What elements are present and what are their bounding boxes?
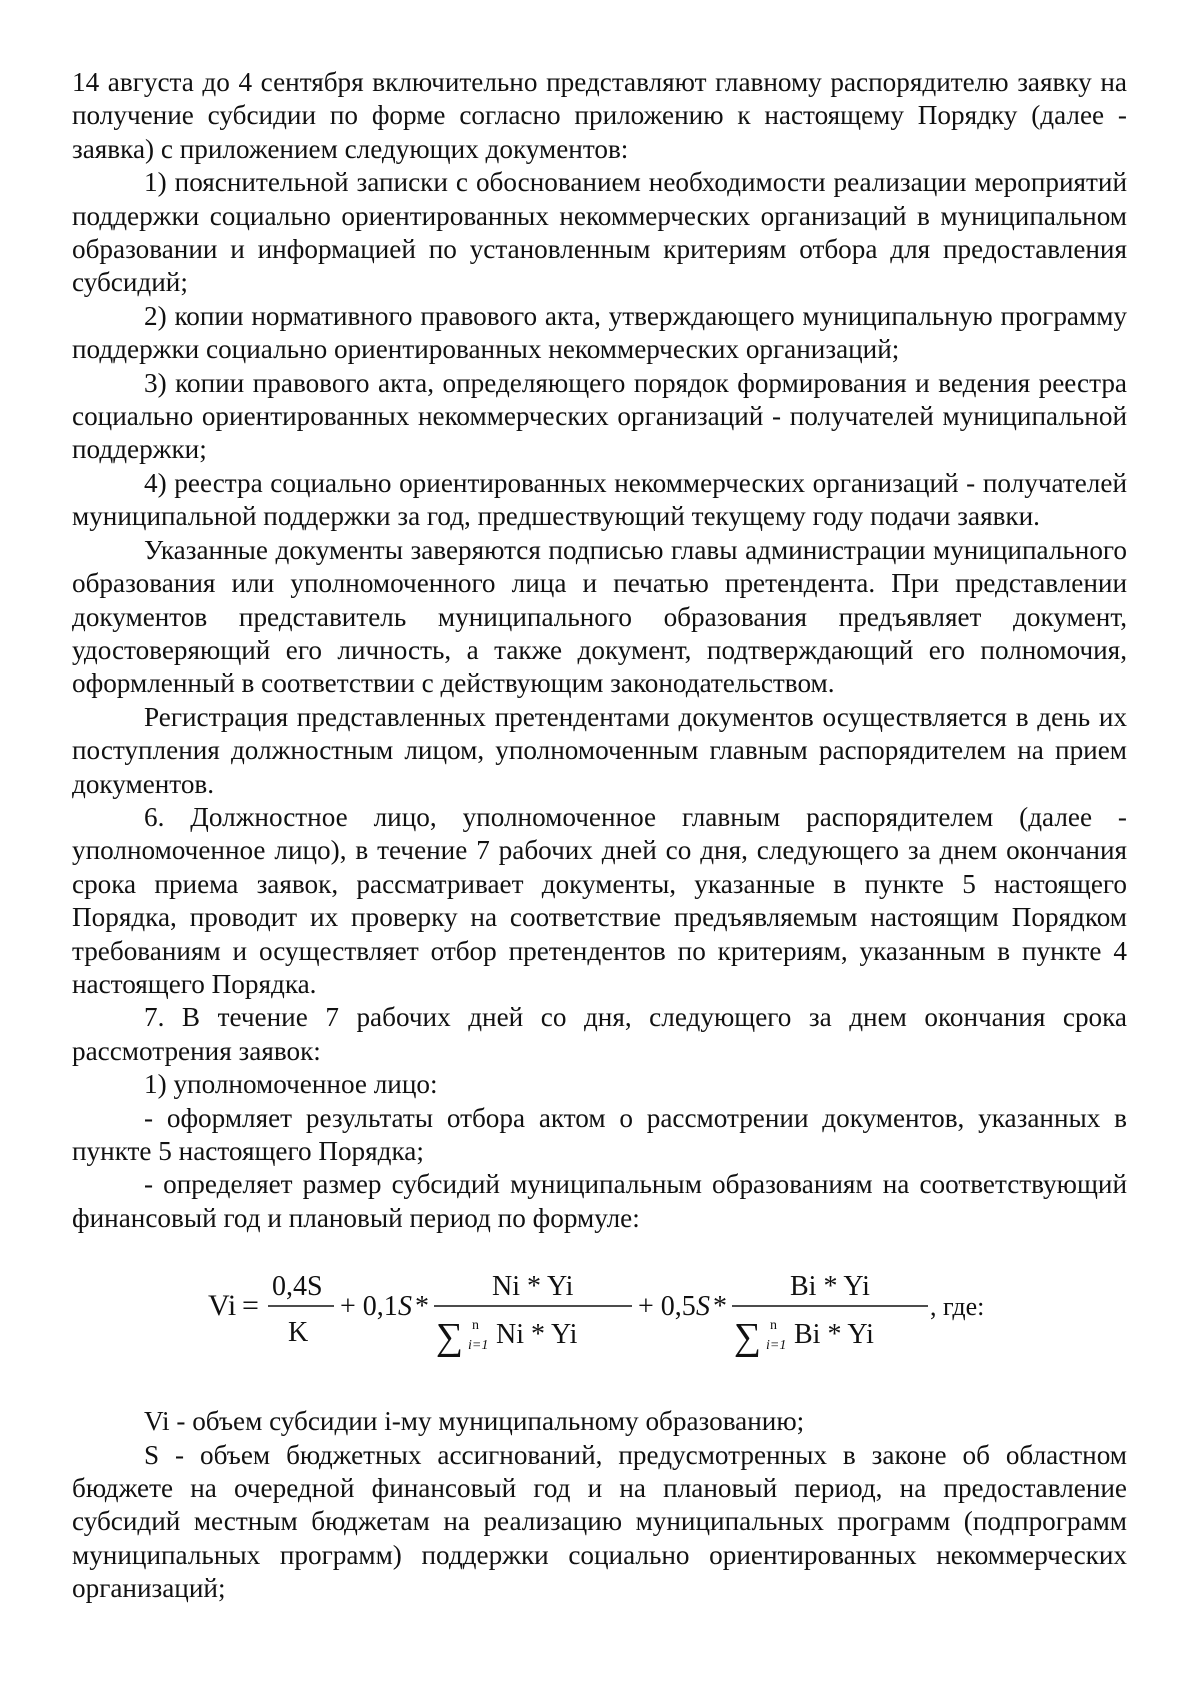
paragraph-authorized-person: 1) уполномоченное лицо: — [144, 1069, 438, 1100]
paragraph-clause-7: 7. В течение 7 рабочих дней со дня, следующего за днем окончания срока рассмотрения заявок: — [72, 1002, 1127, 1066]
formula-star1: * — [415, 1291, 429, 1323]
formula-t2-sum-lower: i=1 — [468, 1338, 489, 1354]
formula-t3-denominator-body: Bi * Yi — [794, 1319, 874, 1351]
list-item-explanatory-note: 1) пояснительной записки с обоснованием необходимости реализации мероприятий поддержки социально ориентированных некоммерческих организаций в муниципальном образовании и информацией по установленным критериям отбора для предоставления субсидий; — [72, 167, 1127, 298]
list-item-legal-act: 3) копии правового акта, определяющего порядок формирования и ведения реестра социально ориентированных некоммерческих организаций - получателей муниципальной поддержки; — [72, 367, 1127, 465]
formula-t1-numerator: 0,4S — [272, 1271, 323, 1303]
formula-t1-denominator: K — [288, 1317, 309, 1349]
definition-s: S - объем бюджетных ассигнований, предусмотренных в законе об областном бюджете на очередной финансовый год и на плановый период, на предоставление субсидий местным бюджетам на реализацию муниципальных программ (подпрограмм муниципальных программ) поддержки социально ориентированных некоммерческих организаций; — [72, 1439, 1127, 1604]
formula-t2-denominator-body: Ni * Yi — [496, 1319, 578, 1351]
formula-lhs: Vi — [208, 1289, 237, 1323]
subsidy-formula — [72, 1251, 1127, 1381]
formula-star2: * — [713, 1291, 727, 1323]
paragraph: 14 августа до 4 сентября включительно представляют главному распорядителю заявку на получение субсидии по форме согласно приложению к настоящему Порядку (далее - заявка) с приложением следующих документов: — [72, 67, 1127, 164]
formula-plus-coef1: + 0,1 — [340, 1291, 398, 1323]
list-item-registry: 4) реестра социально ориентированных некоммерческих организаций - получателей муниципальной поддержки за год, предшествующий текущему году подачи заявки. — [72, 467, 1127, 532]
paragraph-dash-item-2: - определяет размер субсидий муниципальным образованиям на соответствующий финансовый год и плановый период по формуле: — [72, 1169, 1127, 1233]
formula-t3-sum-lower: i=1 — [766, 1338, 787, 1354]
formula-t2-sum-sign: ∑ — [436, 1316, 464, 1359]
formula-equals: = — [242, 1289, 259, 1323]
formula-t2-sum-upper: n — [472, 1318, 479, 1334]
paragraph-certification: Указанные документы заверяются подписью главы администрации муниципального образования или уполномоченного лица и печатью претендента. При представлении документов представитель муниципального образования предъявляет документ, удостоверяющий его личность, а также документ, подтверждающий его полномочия, оформленный в соответствии с действующим законодательством. — [72, 534, 1127, 699]
formula-t2-numerator: Ni * Yi — [492, 1271, 574, 1303]
formula-tail: , где: — [930, 1292, 985, 1322]
formula-t3-sum-upper: n — [770, 1318, 777, 1334]
formula-s1: S — [398, 1291, 412, 1323]
formula-s2: S — [696, 1291, 710, 1323]
paragraph-clause-6: 6. Должностное лицо, уполномоченное главным распорядителем (далее - уполномоченное лицо), в течение 7 рабочих дней со дня, следующего за днем окончания срока приема заявок, рассматривает документы, указанные в пункте 5 настоящего Порядка, проводит их проверку на соответствие предъявляемым настоящим Порядком требованиям и осуществляет отбор претендентов по критериям, указанным в пункте 4 настоящего Порядка. — [72, 801, 1127, 999]
document-body — [72, 66, 1127, 1606]
formula-t3-numerator: Bi * Yi — [790, 1271, 870, 1303]
paragraph-dash-item-1: - оформляет результаты отбора актом о рассмотрении документов, указанных в пункте 5 настоящего Порядка; — [72, 1102, 1127, 1166]
list-item-normative-act: 2) копии нормативного правового акта, утверждающего муниципальную программу поддержки социально ориентированных некоммерческих организаций; — [72, 300, 1127, 365]
paragraph-registration: Регистрация представленных претендентами документов осуществляется в день их поступления должностным лицом, уполномоченным главным распорядителем на прием документов. — [72, 701, 1127, 799]
formula-t3-sum-sign: ∑ — [734, 1316, 762, 1359]
formula-graphic — [72, 1251, 1127, 1381]
formula-plus-coef2: + 0,5 — [638, 1291, 696, 1323]
definition-vi: Vi - объем субсидии i-му муниципальному образованию; — [144, 1406, 805, 1437]
